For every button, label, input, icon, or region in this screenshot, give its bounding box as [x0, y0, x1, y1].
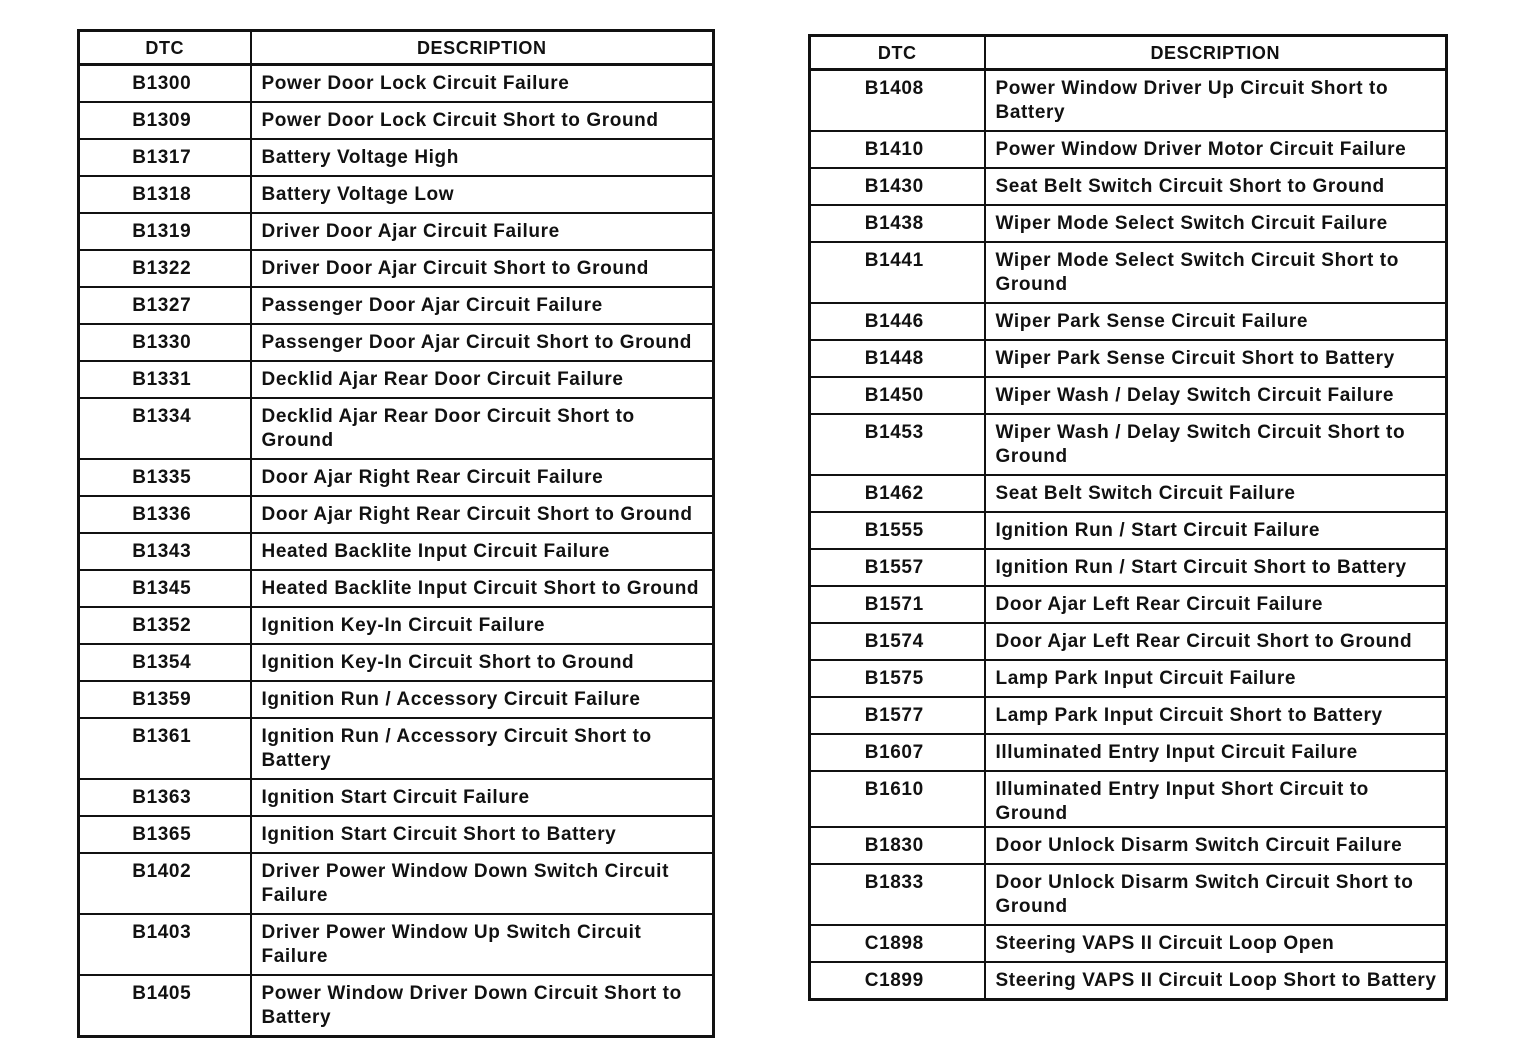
dtc-code: B1555 — [810, 512, 985, 549]
dtc-code: B1453 — [810, 414, 985, 475]
table-row — [79, 496, 714, 533]
dtc-code: B1577 — [810, 697, 985, 734]
dtc-code: C1898 — [810, 925, 985, 962]
table-row — [810, 827, 1447, 864]
dtc-code: B1405 — [79, 975, 251, 1037]
dtc-description: Ignition Run / Accessory Circuit Failure — [251, 681, 714, 718]
dtc-code: B1317 — [79, 139, 251, 176]
dtc-code: B1318 — [79, 176, 251, 213]
dtc-description: Driver Door Ajar Circuit Short to Ground — [251, 250, 714, 287]
dtc-code: B1575 — [810, 660, 985, 697]
dtc-description: Decklid Ajar Rear Door Circuit Failure — [251, 361, 714, 398]
dtc-description: Power Window Driver Down Circuit Short to Battery — [251, 975, 714, 1037]
dtc-description: Door Unlock Disarm Switch Circuit Failure — [985, 827, 1447, 864]
dtc-code: B1352 — [79, 607, 251, 644]
dtc-description: Heated Backlite Input Circuit Failure — [251, 533, 714, 570]
dtc-code: B1331 — [79, 361, 251, 398]
dtc-description: Power Window Driver Motor Circuit Failure — [985, 131, 1447, 168]
dtc-description: Power Window Driver Up Circuit Short to Battery — [985, 70, 1447, 132]
table-row — [810, 771, 1447, 827]
dtc-description: Wiper Wash / Delay Switch Circuit Short to Ground — [985, 414, 1447, 475]
table-row — [79, 139, 714, 176]
dtc-description: Lamp Park Input Circuit Failure — [985, 660, 1447, 697]
dtc-description: Illuminated Entry Input Short Circuit to Ground — [985, 771, 1447, 827]
table-row — [79, 65, 714, 103]
dtc-description: Lamp Park Input Circuit Short to Battery — [985, 697, 1447, 734]
dtc-description: Wiper Mode Select Switch Circuit Short to Ground — [985, 242, 1447, 303]
table-row — [810, 660, 1447, 697]
table-row — [79, 779, 714, 816]
dtc-code: B1402 — [79, 853, 251, 914]
header-row — [810, 36, 1447, 70]
dtc-code: B1833 — [810, 864, 985, 925]
header-row — [79, 31, 714, 65]
table-row — [79, 398, 714, 459]
dtc-code: B1438 — [810, 205, 985, 242]
dtc-table-right — [808, 34, 1448, 1001]
table-row — [810, 377, 1447, 414]
header-dtc: DTC — [79, 31, 251, 65]
dtc-code: B1343 — [79, 533, 251, 570]
table-row — [810, 205, 1447, 242]
table-row — [79, 718, 714, 779]
dtc-code: B1571 — [810, 586, 985, 623]
dtc-code: B1335 — [79, 459, 251, 496]
table-row — [79, 324, 714, 361]
dtc-description: Steering VAPS II Circuit Loop Open — [985, 925, 1447, 962]
dtc-description: Driver Power Window Up Switch Circuit Failure — [251, 914, 714, 975]
dtc-description: Ignition Key-In Circuit Short to Ground — [251, 644, 714, 681]
dtc-description: Seat Belt Switch Circuit Short to Ground — [985, 168, 1447, 205]
table-row — [810, 512, 1447, 549]
dtc-description: Door Ajar Right Rear Circuit Failure — [251, 459, 714, 496]
dtc-description: Ignition Key-In Circuit Failure — [251, 607, 714, 644]
dtc-code: B1448 — [810, 340, 985, 377]
table-row — [79, 975, 714, 1037]
dtc-description: Driver Door Ajar Circuit Failure — [251, 213, 714, 250]
table-row — [810, 131, 1447, 168]
dtc-code: B1322 — [79, 250, 251, 287]
table-row — [79, 176, 714, 213]
dtc-description: Door Ajar Right Rear Circuit Short to Ground — [251, 496, 714, 533]
dtc-code: B1441 — [810, 242, 985, 303]
dtc-code: B1408 — [810, 70, 985, 132]
dtc-code: B1327 — [79, 287, 251, 324]
dtc-description: Ignition Run / Start Circuit Short to Battery — [985, 549, 1447, 586]
dtc-description: Wiper Park Sense Circuit Failure — [985, 303, 1447, 340]
table-row — [810, 414, 1447, 475]
dtc-code: B1359 — [79, 681, 251, 718]
dtc-code: B1354 — [79, 644, 251, 681]
dtc-code: B1361 — [79, 718, 251, 779]
dtc-code: B1363 — [79, 779, 251, 816]
dtc-description: Wiper Mode Select Switch Circuit Failure — [985, 205, 1447, 242]
dtc-description: Door Ajar Left Rear Circuit Failure — [985, 586, 1447, 623]
dtc-code: B1319 — [79, 213, 251, 250]
dtc-description: Passenger Door Ajar Circuit Failure — [251, 287, 714, 324]
dtc-code: B1330 — [79, 324, 251, 361]
dtc-code: B1345 — [79, 570, 251, 607]
table-row — [79, 914, 714, 975]
dtc-description: Power Door Lock Circuit Short to Ground — [251, 102, 714, 139]
dtc-description: Ignition Run / Start Circuit Failure — [985, 512, 1447, 549]
dtc-code: B1300 — [79, 65, 251, 103]
table-row — [79, 459, 714, 496]
table-row — [79, 570, 714, 607]
dtc-code: B1830 — [810, 827, 985, 864]
dtc-description: Illuminated Entry Input Circuit Failure — [985, 734, 1447, 771]
dtc-description: Door Unlock Disarm Switch Circuit Short to Ground — [985, 864, 1447, 925]
table-row — [79, 287, 714, 324]
table-row — [79, 816, 714, 853]
table-row — [810, 70, 1447, 132]
dtc-description: Passenger Door Ajar Circuit Short to Ground — [251, 324, 714, 361]
table-row — [810, 623, 1447, 660]
dtc-code: B1610 — [810, 771, 985, 827]
table-row — [810, 340, 1447, 377]
dtc-code: C1899 — [810, 962, 985, 1000]
header-description: DESCRIPTION — [985, 36, 1447, 70]
dtc-description: Heated Backlite Input Circuit Short to Ground — [251, 570, 714, 607]
table-row — [810, 549, 1447, 586]
table-row — [810, 586, 1447, 623]
table-row — [79, 250, 714, 287]
table-row — [79, 607, 714, 644]
dtc-code: B1309 — [79, 102, 251, 139]
table-row — [79, 361, 714, 398]
dtc-description: Door Ajar Left Rear Circuit Short to Ground — [985, 623, 1447, 660]
dtc-code: B1574 — [810, 623, 985, 660]
table-row — [810, 303, 1447, 340]
dtc-description: Ignition Start Circuit Failure — [251, 779, 714, 816]
dtc-description: Wiper Park Sense Circuit Short to Battery — [985, 340, 1447, 377]
header-dtc: DTC — [810, 36, 985, 70]
dtc-code: B1607 — [810, 734, 985, 771]
dtc-code: B1430 — [810, 168, 985, 205]
header-description: DESCRIPTION — [251, 31, 714, 65]
dtc-table-left — [77, 29, 715, 1038]
table-row — [810, 168, 1447, 205]
dtc-code: B1334 — [79, 398, 251, 459]
dtc-code: B1446 — [810, 303, 985, 340]
dtc-description: Ignition Run / Accessory Circuit Short to Battery — [251, 718, 714, 779]
dtc-description: Seat Belt Switch Circuit Failure — [985, 475, 1447, 512]
dtc-code: B1450 — [810, 377, 985, 414]
dtc-code: B1403 — [79, 914, 251, 975]
dtc-code: B1557 — [810, 549, 985, 586]
table-row — [810, 734, 1447, 771]
dtc-description: Steering VAPS II Circuit Loop Short to Battery — [985, 962, 1447, 1000]
table-row — [79, 102, 714, 139]
dtc-code: B1365 — [79, 816, 251, 853]
dtc-code: B1336 — [79, 496, 251, 533]
dtc-description: Decklid Ajar Rear Door Circuit Short to Ground — [251, 398, 714, 459]
dtc-description: Power Door Lock Circuit Failure — [251, 65, 714, 103]
table-row — [810, 475, 1447, 512]
table-row — [810, 864, 1447, 925]
dtc-description: Driver Power Window Down Switch Circuit Failure — [251, 853, 714, 914]
dtc-code: B1462 — [810, 475, 985, 512]
table-row — [79, 533, 714, 570]
table-row — [79, 853, 714, 914]
table-row — [79, 644, 714, 681]
table-row — [810, 242, 1447, 303]
dtc-description: Battery Voltage Low — [251, 176, 714, 213]
table-row — [79, 213, 714, 250]
dtc-code: B1410 — [810, 131, 985, 168]
dtc-description: Ignition Start Circuit Short to Battery — [251, 816, 714, 853]
table-row — [810, 925, 1447, 962]
table-row — [810, 697, 1447, 734]
table-row — [810, 962, 1447, 1000]
table-row — [79, 681, 714, 718]
dtc-description: Battery Voltage High — [251, 139, 714, 176]
dtc-description: Wiper Wash / Delay Switch Circuit Failure — [985, 377, 1447, 414]
